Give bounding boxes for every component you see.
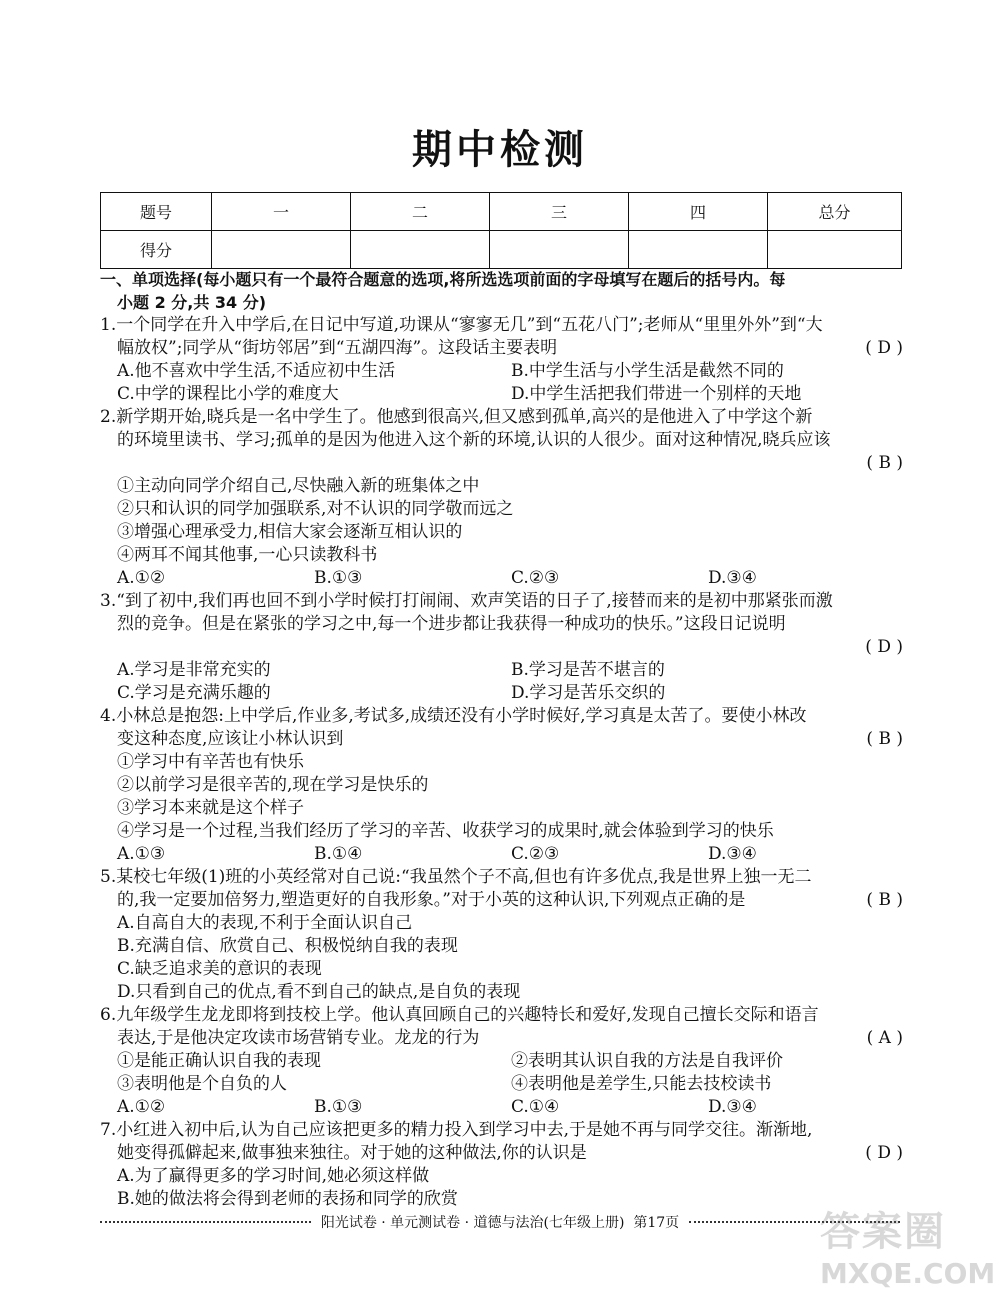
score-header-cell: 总分 <box>768 193 902 231</box>
option-c: C.学习是充满乐趣的 <box>117 683 271 703</box>
question-4-stem-cont <box>100 728 905 751</box>
option-a: A.①② <box>117 568 166 588</box>
statement: ①主动向同学介绍自己,尽快融入新的班集体之中 <box>117 476 480 496</box>
statement: ④表明他是差学生,只能去技校读书 <box>511 1074 772 1094</box>
footer-divider <box>100 1221 311 1223</box>
question-5-answer: ( B ) <box>866 890 903 910</box>
question-6-answer: ( A ) <box>866 1028 903 1048</box>
question-7-stem-text: 她变得孤僻起来,做事独来独往。对于她的这种做法,你的认识是 <box>117 1143 587 1163</box>
score-cell-empty <box>212 231 351 269</box>
page-title: 期中检测 <box>412 127 588 173</box>
question-2-options-row <box>100 567 905 590</box>
page-number: 第17页 <box>633 1215 680 1231</box>
option-d: D.③④ <box>708 844 757 864</box>
question-4-answer: ( B ) <box>866 729 903 749</box>
score-cell-empty <box>629 231 768 269</box>
watermark-line2: MXQE.COM <box>820 1257 996 1290</box>
score-cell-empty <box>490 231 629 269</box>
option-d: D.中学生活把我们带进一个别样的天地 <box>511 384 802 404</box>
statement: ④两耳不闻其他事,一心只读教科书 <box>117 545 378 565</box>
question-3-answer-line <box>100 636 905 659</box>
option-c: C.①④ <box>511 1097 560 1117</box>
statement: ②只和认识的同学加强联系,对不认识的同学敬而远之 <box>117 499 514 519</box>
score-header-cell: 三 <box>490 193 629 231</box>
score-row-label: 得分 <box>101 231 212 269</box>
question-3-stem-cont: 烈的竞争。但是在紧张的学习之中,每一个进步都让我获得一种成功的快乐。”这段日记说明 <box>117 614 786 634</box>
option-d: D.③④ <box>708 1097 757 1117</box>
score-table <box>100 192 902 269</box>
question-3-options-row <box>100 659 905 682</box>
questions-area <box>100 268 905 1211</box>
footer-text <box>311 1212 689 1232</box>
question-6-stem-text: 表达,于是他决定攻读市场营销专业。龙龙的行为 <box>117 1028 480 1048</box>
question-7-stem: 7.小红进入初中后,认为自己应该把更多的精力投入到学习中去,于是她不再与同学交往。渐渐地, <box>100 1120 813 1140</box>
statement: ①学习中有辛苦也有快乐 <box>117 752 304 772</box>
score-table-score-row <box>101 231 902 269</box>
statement: ②以前学习是很辛苦的,现在学习是快乐的 <box>117 775 429 795</box>
question-7-stem-cont <box>100 1142 905 1165</box>
question-6-statements-row <box>100 1050 905 1073</box>
score-header-cell: 二 <box>351 193 490 231</box>
question-1-stem: 1.一个同学在升入中学后,在日记中写道,功课从“寥寥无几”到“五花八门”;老师从“里里外外”到“大 <box>100 315 823 335</box>
question-1-stem-cont <box>100 337 905 360</box>
question-1-options-row <box>100 383 905 406</box>
question-2-answer: ( B ) <box>866 453 903 473</box>
question-5-stem: 5.某校七年级(1)班的小英经常对自己说:“我虽然个子不高,但也有许多优点,我是世界上独一无二 <box>100 867 812 887</box>
question-6-stem: 6.九年级学生龙龙即将到技校上学。他认真回顾自己的兴趣特长和爱好,发现自己擅长交际和语言 <box>100 1005 819 1025</box>
question-1-stem-text: 幅放权”;同学从“街坊邻居”到“五湖四海”。这段话主要表明 <box>117 338 558 358</box>
option-a: A.自高自大的表现,不利于全面认识自己 <box>117 913 413 933</box>
question-4-stem: 4.小林总是抱怨:上中学后,作业多,考试多,成绩还没有小学时候好,学习真是太苦了。要使小林改 <box>100 706 807 726</box>
statement: ③学习本来就是这个样子 <box>117 798 304 818</box>
option-b: B.中学生活与小学生活是截然不同的 <box>511 361 784 381</box>
score-table-header-row <box>101 193 902 231</box>
question-6-statements-row <box>100 1073 905 1096</box>
option-c: C.缺乏追求美的意识的表现 <box>117 959 322 979</box>
statement: ③增强心理承受力,相信大家会逐渐互相认识的 <box>117 522 463 542</box>
question-3-options-row <box>100 682 905 705</box>
statement: ④学习是一个过程,当我们经历了学习的辛苦、收获学习的成果时,就会体验到学习的快乐 <box>117 821 774 841</box>
watermark-logo <box>820 1200 995 1290</box>
section-heading: 一、单项选择(每小题只有一个最符合题意的选项,将所选选项前面的字母填写在题后的括号内。每 <box>100 270 786 289</box>
page-footer <box>100 1212 900 1232</box>
question-6-options-row <box>100 1096 905 1119</box>
question-1-answer: ( D ) <box>865 338 903 358</box>
score-header-cell: 四 <box>629 193 768 231</box>
score-cell-empty <box>768 231 902 269</box>
question-3-stem: 3.“到了初中,我们再也回不到小学时候打打闹闹、欢声笑语的日子了,接替而来的是初中那紧张而激 <box>100 591 833 611</box>
option-c: C.中学的课程比小学的难度大 <box>117 384 339 404</box>
question-4-stem-text: 变这种态度,应该让小林认识到 <box>117 729 344 749</box>
question-5-stem-text: 的,我一定要加倍努力,塑造更好的自我形象。”对于小英的这种认识,下列观点正确的是 <box>117 890 746 910</box>
question-6-stem-cont <box>100 1027 905 1050</box>
statement: ③表明他是个自负的人 <box>117 1074 287 1094</box>
option-a: A.学习是非常充实的 <box>117 660 271 680</box>
question-3-answer: ( D ) <box>865 637 903 657</box>
section-heading-cont: 小题 2 分,共 34 分) <box>117 293 267 312</box>
option-c: C.②③ <box>511 844 560 864</box>
statement: ①是能正确认识自我的表现 <box>117 1051 321 1071</box>
option-a: A.为了赢得更多的学习时间,她必须这样做 <box>117 1166 430 1186</box>
score-header-cell: 题号 <box>101 193 212 231</box>
option-d: D.只看到自己的优点,看不到自己的缺点,是自负的表现 <box>117 982 521 1002</box>
footer-series: 阳光试卷 · 单元测试卷 · 道德与法治(七年级上册) <box>320 1215 625 1231</box>
option-b: B.充满自信、欣赏自己、积极悦纳自我的表现 <box>117 936 458 956</box>
score-header-cell: 一 <box>212 193 351 231</box>
option-a: A.①② <box>117 1097 166 1117</box>
question-1-options-row <box>100 360 905 383</box>
question-2-stem-cont: 的环境里读书、学习;孤单的是因为他进入这个新的环境,认识的人很少。面对这种情况,晓兵应该 <box>117 430 831 450</box>
question-7-answer: ( D ) <box>865 1143 903 1163</box>
question-5-stem-cont <box>100 889 905 912</box>
option-b: B.她的做法将会得到老师的表扬和同学的欣赏 <box>117 1189 458 1209</box>
statement: ②表明其认识自我的方法是自我评价 <box>511 1051 783 1071</box>
watermark-line1: 答案圈 <box>820 1209 946 1255</box>
score-cell-empty <box>351 231 490 269</box>
question-2-answer-line <box>100 452 905 475</box>
option-d: D.学习是苦乐交织的 <box>511 683 666 703</box>
option-a: A.他不喜欢中学生活,不适应初中生活 <box>117 361 396 381</box>
option-b: B.学习是苦不堪言的 <box>511 660 665 680</box>
question-4-options-row <box>100 843 905 866</box>
option-c: C.②③ <box>511 568 560 588</box>
option-b: B.①④ <box>314 844 363 864</box>
option-b: B.①③ <box>314 568 363 588</box>
question-2-stem: 2.新学期开始,晓兵是一名中学生了。他感到很高兴,但又感到孤单,高兴的是他进入了中学这个新 <box>100 407 813 427</box>
option-d: D.③④ <box>708 568 757 588</box>
option-b: B.①③ <box>314 1097 363 1117</box>
option-a: A.①③ <box>117 844 166 864</box>
